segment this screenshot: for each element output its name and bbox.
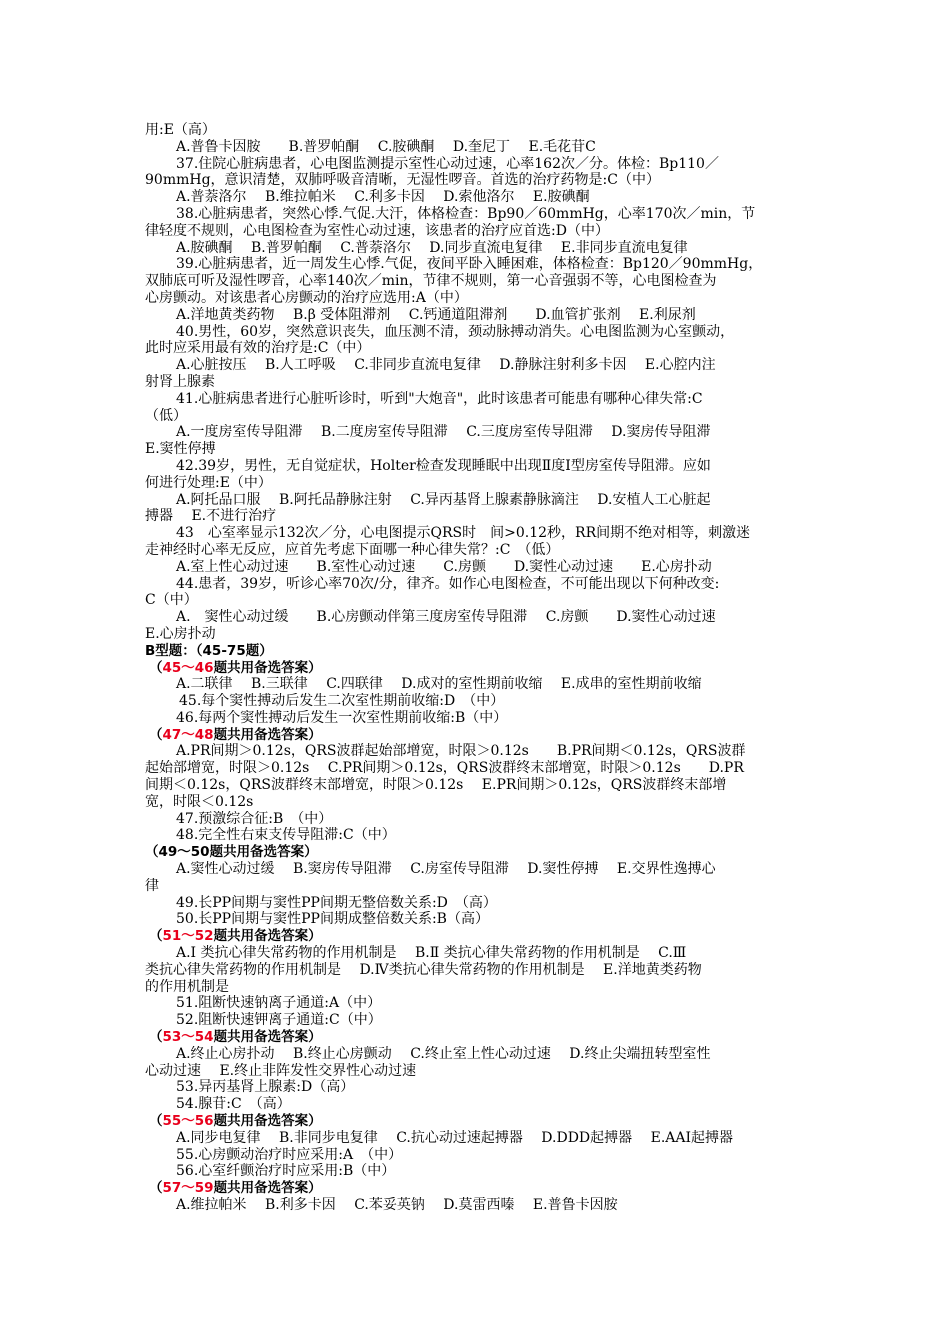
text-line: 46.每两个窦性搏动后发生一次室性期前收缩:B（中） xyxy=(176,709,508,726)
text-line: A.二联律 B.三联律 C.四联律 D.成对的室性期前收缩 E.成串的室性期前收缩 xyxy=(176,676,702,693)
group-label: 题共用备选答案） xyxy=(213,659,322,676)
text-line: 90mmHg，意识清楚，双肺呼吸音清晰，无湿性啰音。首选的治疗药物是:C（中） xyxy=(145,172,660,189)
text-line: A.普萘洛尔 B.维拉帕米 C.利多卡因 D.索他洛尔 E.胺碘酮 xyxy=(176,189,590,206)
group-header: （45～46题共用备选答案） xyxy=(149,659,322,676)
text-line: A.Ⅰ 类抗心律失常药物的作用机制是 B.Ⅱ 类抗心律失常药物的作用机制是 C.Ⅲ xyxy=(176,945,687,962)
text-line: A. 窦性心动过缓 B.心房颤动伴第三度房室传导阻滞 C.房颤 D.窦性心动过速 xyxy=(176,609,716,626)
text-line: 律轻度不规则，心电图检查为室性心动过速，该患者的治疗应首选:D（中） xyxy=(145,222,609,239)
text-line: 52.阻断快速钾离子通道:C（中） xyxy=(176,1012,382,1029)
group-label: 题共用备选答案） xyxy=(213,1180,322,1197)
text-line: 此时应采用最有效的治疗是:C（中） xyxy=(145,340,371,357)
group-header: （57～59题共用备选答案） xyxy=(149,1180,322,1197)
text-line: 用:E（高） xyxy=(145,122,216,138)
text-line: A.洋地黄类药物 B.β 受体阻滞剂 C.钙通道阻滞剂 D.血管扩张剂 E.利尿剂 xyxy=(176,306,696,323)
text-line: 起始部增宽，时限＞0.12s C.PR间期＞0.12s，QRS波群终末部增宽，时限＞0.12s D.PR xyxy=(145,760,744,777)
text-line: 双肺底可听及湿性啰音，心率140次／min，节律不规则，第一心音强弱不等，心电图检查为 xyxy=(145,273,717,290)
text-line: 类抗心律失常药物的作用机制是 D.Ⅳ类抗心律失常药物的作用机制是 E.洋地黄类药物 xyxy=(145,961,702,978)
group-label: 题共用备选答案） xyxy=(213,1029,322,1046)
text-line: 38.心脏病患者，突然心悸.气促.大汗，体格检查：Bp90／60mmHg，心率170次／min，节 xyxy=(176,205,756,222)
text-line: 心动过速 E.终止非阵发性交界性心动过速 xyxy=(145,1062,417,1079)
text-line: A.普鲁卡因胺 B.普罗帕酮 C.胺碘酮 D.奎尼丁 E.毛花苷C xyxy=(176,138,596,155)
text-line: 39.心脏病患者，近一周发生心悸.气促，夜间平卧入睡困难，体格检查：Bp120／90mmHg， xyxy=(176,256,763,273)
text-line: A.一度房室传导阻滞 B.二度房室传导阻滞 C.三度房室传导阻滞 D.窦房传导阻滞 xyxy=(176,424,711,441)
text-line: A.终止心房扑动 B.终止心房颤动 C.终止室上性心动过速 D.终止尖端扭转型室性 xyxy=(176,1045,711,1062)
text-line: 45.每个窦性搏动后发生二次室性期前收缩:D （中） xyxy=(179,693,505,710)
text-line: 43 心室率显示132次／分，心电图提示QRS时 间>0.12秒，RR间期不绝对相等，刺激迷 xyxy=(176,525,751,542)
text-line: 54.腺苷:C （高） xyxy=(176,1096,291,1113)
text-line: 47.预激综合征:B （中） xyxy=(176,810,333,827)
group-range: 45～46 xyxy=(162,659,214,676)
text-line: 走神经时心率无反应，应首先考虑下面哪一种心律失常？:C （低） xyxy=(145,541,560,558)
group-label: 题共用备选答案） xyxy=(213,928,322,945)
text-line: 55.心房颤动治疗时应采用:A （中） xyxy=(176,1146,403,1163)
text-line: 41.心脏病患者进行心脏听诊时，听到"大炮音"，此时该患者可能患有哪种心律失常:C xyxy=(176,390,703,407)
text-line: 律 xyxy=(145,877,159,894)
text-line: 心房颤动。对该患者心房颤动的治疗应选用:A（中） xyxy=(145,289,468,306)
text-line: E.窦性停搏 xyxy=(145,441,216,458)
section-header: （49～50题共用备选答案） xyxy=(145,844,318,861)
text-line: 53.异丙基肾上腺素:D（高） xyxy=(176,1079,355,1096)
group-label: 题共用备选答案） xyxy=(213,1113,322,1130)
group-range: 51～52 xyxy=(162,928,214,945)
text-line: （低） xyxy=(145,407,187,424)
group-range: 47～48 xyxy=(162,726,214,743)
text-line: 宽，时限＜0.12s xyxy=(145,793,254,810)
group-header: （51～52题共用备选答案） xyxy=(149,928,322,945)
group-range: 53～54 xyxy=(162,1029,214,1046)
group-range: 55～56 xyxy=(162,1113,214,1130)
text-line: A.维拉帕米 B.利多卡因 C.苯妥英钠 D.莫雷西嗪 E.普鲁卡因胺 xyxy=(176,1197,618,1213)
group-range: 57～59 xyxy=(162,1180,214,1197)
text-line: 42.39岁，男性，无自觉症状，Holter检查发现睡眠中出现Ⅱ度Ⅰ型房室传导阻滞。应如 xyxy=(176,457,711,474)
text-line: 间期＜0.12s，QRS波群终末部增宽，时限＞0.12s E.PR间期＞0.12s，QRS波群终末部增 xyxy=(145,777,727,794)
text-line: A.PR间期＞0.12s，QRS波群起始部增宽，时限＞0.12s B.PR间期＜0.12s，QRS波群 xyxy=(176,743,746,760)
text-line: A.胺碘酮 B.普罗帕酮 C.普萘洛尔 D.同步直流电复律 E.非同步直流电复律 xyxy=(176,239,688,256)
text-line: 的作用机制是 xyxy=(145,978,229,995)
text-line: A.同步电复律 B.非同步电复律 C.抗心动过速起搏器 D.DDD起搏器 E.AAI起搏器 xyxy=(176,1129,734,1146)
text-line: 搏器 E.不进行治疗 xyxy=(145,508,277,525)
section-header: B型题：（45-75题） xyxy=(145,642,273,659)
text-line: 37.住院心脏病患者，心电图监测提示室性心动过速，心率162次／分。体检：Bp110／ xyxy=(176,155,719,172)
text-line: C（中） xyxy=(145,592,198,609)
group-header: （53～54题共用备选答案） xyxy=(149,1029,322,1046)
text-line: 51.阻断快速钠离子通道:A（中） xyxy=(176,995,382,1012)
text-line: 56.心室纤颤治疗时应采用:B（中） xyxy=(176,1163,396,1180)
text-line: 射肾上腺素 xyxy=(145,373,215,390)
text-line: 50.长PP间期与窦性PP间期成整倍数关系:B（高） xyxy=(176,911,489,928)
group-header: （55～56题共用备选答案） xyxy=(149,1113,322,1130)
text-line: A.阿托品口服 B.阿托品静脉注射 C.异丙基肾上腺素静脉滴注 D.安植人工心脏起 xyxy=(176,491,711,508)
text-line: 44.患者，39岁，听诊心率70次/分，律齐。如作心电图检查，不可能出现以下何种改变: xyxy=(176,575,720,592)
group-header: （47～48题共用备选答案） xyxy=(149,726,322,743)
text-line: 48.完全性右束支传导阻滞:C（中） xyxy=(176,827,396,844)
text-line: 49.长PP间期与窦性PP间期无整倍数关系:D （高） xyxy=(176,894,497,911)
text-line: A.窦性心动过缓 B.窦房传导阻滞 C.房室传导阻滞 D.窦性停搏 E.交界性逸搏心 xyxy=(176,861,716,878)
text-line: 40.男性，60岁，突然意识丧失，血压测不清，颈动脉搏动消失。心电图监测为心室颤动， xyxy=(176,323,735,340)
text-line: A.心脏按压 B.人工呼吸 C.非同步直流电复律 D.静脉注射利多卡因 E.心腔内注 xyxy=(176,357,716,374)
text-line: A.室上性心动过速 B.室性心动过速 C.房颤 D.窦性心动过速 E.心房扑动 xyxy=(176,558,712,575)
text-line: E.心房扑动 xyxy=(145,625,216,642)
text-line: 何进行处理:E（中） xyxy=(145,474,272,491)
group-label: 题共用备选答案） xyxy=(213,726,322,743)
